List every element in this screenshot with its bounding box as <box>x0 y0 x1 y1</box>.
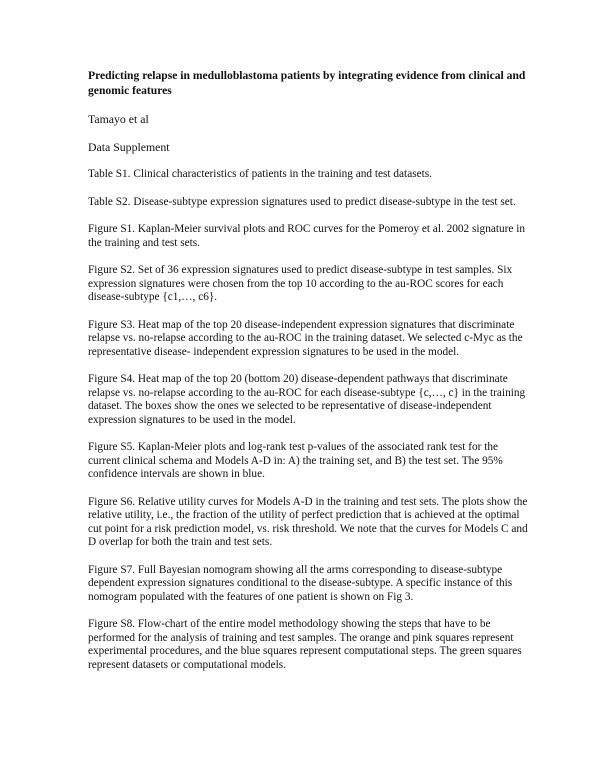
entry-figure-s5: Figure S5. Kaplan-Meier plots and log-rank test p-values of the associated rank test for the current clinical schema and Models A-D in: A) the training set, and B) the test set. The 95% confidence intervals are shown in blue. <box>88 441 503 480</box>
author-line: Tamayo et al <box>88 112 149 126</box>
document-page <box>88 68 528 686</box>
entry-figure-s3: Figure S3. Heat map of the top 20 disease-independent expression signatures that discriminate relapse vs. no-relapse according to the au-ROC in the training dataset. We selected c-Myc as the representative disease- independent expression signatures to be used in the model. <box>88 318 523 358</box>
entry-figure-s7: Figure S7. Full Bayesian nomogram showing all the arms corresponding to disease-subtype dependent expression signatures conditional to the disease-subtype. A specific instance of this nomogram populated with the features of one patient is shown on Fig 3. <box>88 563 513 603</box>
entry-figure-s1: Figure S1. Kaplan-Meier survival plots and ROC curves for the Pomeroy et al. 2002 signature in the training and test sets. <box>88 223 526 249</box>
entry-table-s1: Table S1. Clinical characteristics of patients in the training and test datasets. <box>88 168 432 180</box>
entry-figure-s4: Figure S4. Heat map of the top 20 (bottom 20) disease-dependent pathways that discriminate relapse vs. no-relapse according to the au-ROC for each disease-subtype {c,…, c} in the training dataset. The boxes show the ones we selected to be representative of disease-independent expression signatures to be used in the model. <box>88 373 526 426</box>
section-label: Data Supplement <box>88 140 170 154</box>
entry-figure-s6: Figure S6. Relative utility curves for Models A-D in the training and test sets. The plots show the relative utility, i.e., the fraction of the utility of perfect prediction that is achieved at the optimal cut point for a risk prediction model, vs. risk threshold. We note that the curves for Models C and D overlap for both the train and test sets. <box>88 495 528 548</box>
entry-table-s2: Table S2. Disease-subtype expression signatures used to predict disease-subtype in the test set. <box>88 195 516 208</box>
entry-figure-s2: Figure S2. Set of 36 expression signatures used to predict disease-subtype in test samples. Six expression signatures were chosen from the top 10 according to the au-ROC scores for each disease-subtype {c1,…, c6}. <box>88 264 513 303</box>
document-title: Predicting relapse in medulloblastoma patients by integrating evidence from clinical and genomic features <box>88 69 526 97</box>
entry-figure-s8: Figure S8. Flow-chart of the entire model methodology showing the steps that have to be performed for the analysis of training and test samples. The orange and pink squares represent experimental procedures, and the blue squares represent computational steps. The green squares represent datasets or computational models. <box>88 618 522 671</box>
